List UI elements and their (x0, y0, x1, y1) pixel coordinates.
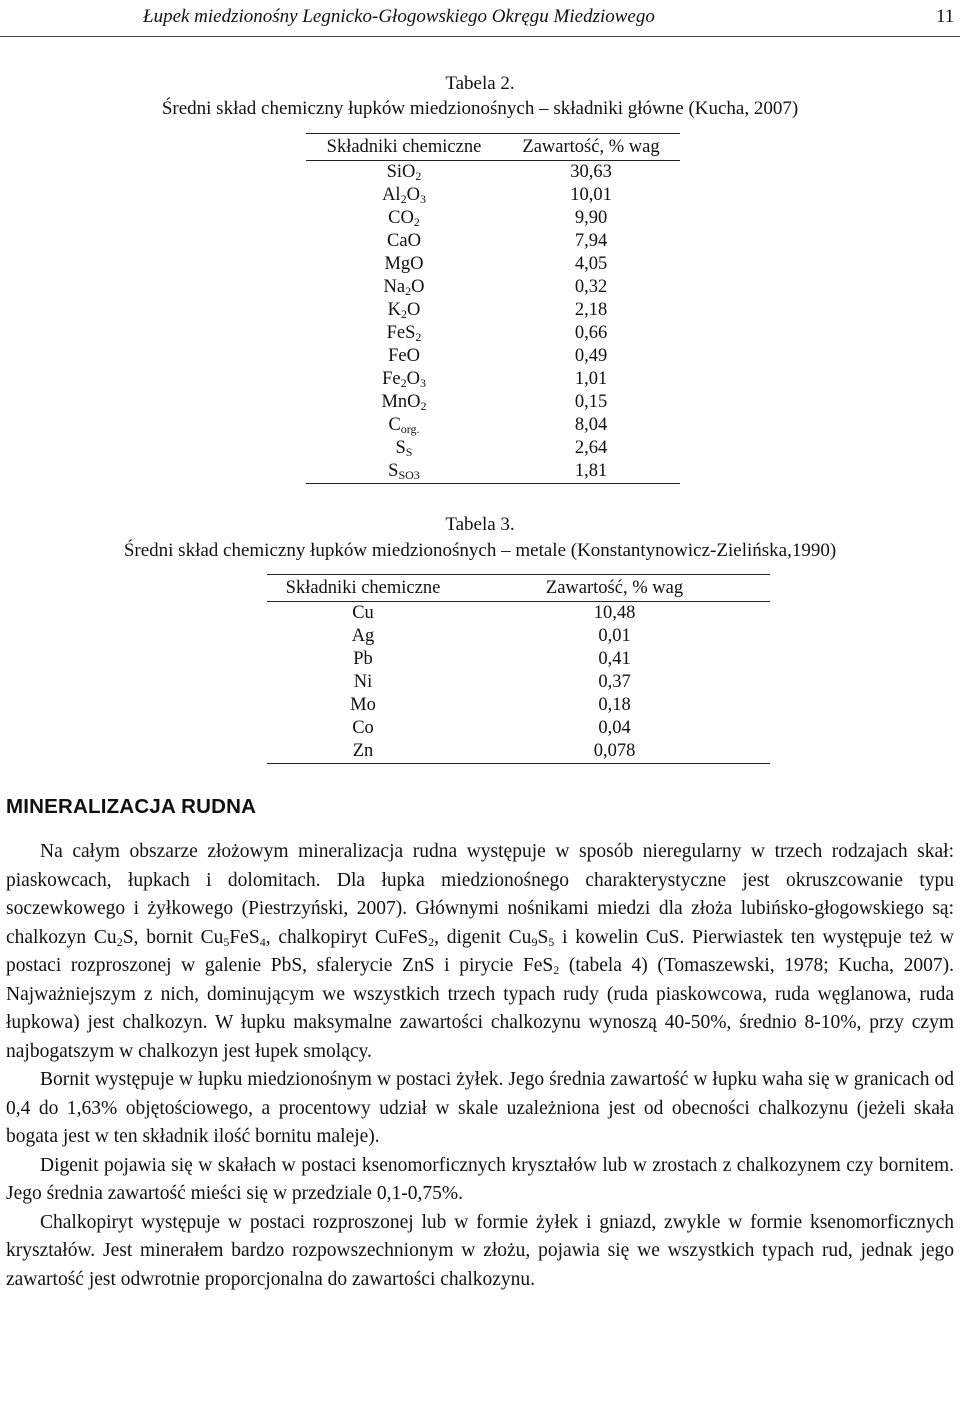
text-run: , digenit Cu (434, 926, 532, 948)
table3-component-cell: Cu (352, 603, 374, 623)
text-subscript: 9 (531, 934, 538, 949)
table-row (267, 602, 770, 626)
table-row (306, 299, 680, 322)
formula-base: Na (383, 277, 406, 297)
table3-col-header-value: Zawartość, % wag (459, 575, 770, 602)
formula-subscript: 2 (401, 307, 407, 321)
section-heading: MINERALIZACJA RUDNA (6, 795, 257, 818)
table2-value-cell: 8,04 (574, 415, 608, 435)
formula-subscript: 2 (405, 284, 412, 298)
table3-value-cell: 0,04 (598, 718, 631, 738)
text-run: i kowelin CuS. Pierwiastek ten występuje też w postaci rozproszonej w galenie PbS, sfalerycie ZnS i pirycie FeS (6, 926, 954, 976)
table3-value-cell: 0,41 (598, 649, 631, 669)
table3-header-row (267, 575, 770, 602)
formula-base: CO (388, 208, 414, 228)
paragraph (6, 1209, 954, 1295)
table2-component-cell (306, 299, 502, 322)
paragraph (6, 1066, 954, 1152)
table2-value-cell: 0,66 (574, 323, 608, 343)
table2-col-header-component: Składniki chemiczne (306, 134, 502, 161)
table-row (306, 230, 680, 253)
formula-subscript: 2 (415, 330, 422, 344)
formula-subscript: 2 (420, 399, 427, 413)
paragraph (6, 838, 954, 1066)
table2-component-cell (306, 391, 502, 414)
formula-base: O (411, 277, 425, 297)
formula-base: O (407, 300, 421, 320)
formula-subscript: SO3 (398, 468, 420, 482)
table2-component-cell (306, 414, 502, 437)
table-row (306, 414, 680, 437)
text-subscript: 2 (553, 963, 560, 977)
table-row (306, 345, 680, 368)
table-row (306, 368, 680, 391)
table3-col-header-component: Składniki chemiczne (267, 575, 459, 602)
text-run: , chalkopiryt CuFeS (265, 926, 429, 948)
formula-base: S (395, 438, 406, 458)
formula-subscript: 2 (400, 192, 407, 206)
table-row (267, 648, 770, 671)
section-body (6, 838, 954, 1294)
table3-component-cell: Zn (352, 741, 374, 761)
table3-value-cell: 0,37 (598, 672, 631, 692)
table2-value-cell: 7,94 (574, 231, 608, 251)
formula-base: MnO (381, 392, 421, 412)
table3-body (267, 602, 770, 764)
text-subscript: 5 (548, 934, 555, 949)
table-row (306, 460, 680, 484)
table-row (306, 184, 680, 207)
table2-caption: Średni skład chemiczny łupków miedzionośnych – składniki główne (Kucha, 2007) (161, 98, 799, 119)
table3-component-cell: Pb (353, 649, 373, 669)
table2-value-cell: 4,05 (574, 254, 608, 274)
table3 (267, 574, 770, 764)
table-row (267, 694, 770, 717)
formula-base: Fe (382, 369, 401, 389)
text-run: Bornit występuje w łupku miedzionośnym w postaci żyłek. Jego średnia zawartość w łupku waha się w granicach od 0,4 do 1,63% objętościowego, a procentowy udział w skale uzależniona jest od obecności chalkozynu (jeżeli skała bogata jest w ten składnik ilość bornitu maleje). (6, 1069, 954, 1147)
table2-value-cell: 0,49 (574, 346, 608, 366)
table2-component-cell (306, 207, 502, 230)
formula-base: MgO (384, 254, 424, 274)
page-number: 11 (936, 6, 955, 27)
table2-component-cell (306, 345, 502, 368)
table2-body (306, 161, 680, 484)
table2-value-cell: 1,01 (574, 369, 608, 389)
table2-value-cell: 1,81 (574, 461, 608, 481)
text-subscript: 2 (116, 934, 123, 949)
formula-base: FeO (388, 346, 420, 366)
text-run: Na całym obszarze złożowym mineralizacja rudna występuje w sposób nieregularny w trzech rodzajach skał: piaskowcach, łupkach i dolomitach. Dla łupka miedzionośnego charakterystyczne jest okruszcowanie typu soczewkowego i żyłkowego (Piestrzyński, 2007). Głównymi nośnikami miedzi dla złoża lubińsko-głogowskiego są: chalkozyn Cu (6, 841, 954, 948)
text-subscript: 5 (223, 934, 230, 949)
table2-value-cell: 2,18 (574, 300, 608, 320)
text-subscript: 4 (259, 934, 266, 949)
text-run: (tabela 4) (Tomaszewski, 1978; Kucha, 2007). Najważniejszym z nich, dominującym we wszystkich trzech typach rudy (ruda piaskowcowa, ruda węglanowa, ruda łupkowa) jest chalkozyn. W łupku maksymalne zawartości chalkozynu wynoszą 40-50%, średnio 8-10%, przy czym najbogatszym w chalkozyn jest łupek smolący. (6, 955, 954, 1062)
running-header (0, 6, 960, 37)
table3-caption: Średni skład chemiczny łupków miedzionośnych – metale (Konstantynowicz-Zielińska,1990) (123, 540, 837, 561)
formula-subscript: 3 (419, 192, 426, 206)
paragraph (6, 1152, 954, 1209)
table2-component-cell (306, 276, 502, 299)
formula-subscript: S (405, 445, 413, 459)
table3-value-cell: 0,078 (593, 741, 636, 761)
table3-component-cell: Ni (353, 672, 373, 692)
table2-value-cell: 10,01 (570, 185, 612, 205)
running-header-title: Łupek miedzionośny Legnicko-Głogowskiego Okręgu Miedziowego (143, 6, 655, 27)
table3-value-cell: 10,48 (593, 603, 636, 623)
formula-subscript: 2 (413, 215, 420, 229)
table2-component-cell (306, 322, 502, 345)
table2-component-cell (306, 253, 502, 276)
table-row (267, 671, 770, 694)
table3-component-cell: Ag (351, 626, 375, 646)
table2-component-cell (306, 460, 502, 484)
text-run: Chalkopiryt występuje w postaci rozproszonej lub w formie żyłek i gniazd, zwykle w formie ksenomorficznych kryształów. Jest minerałem bardzo rozpowszechnionym w złożu, pojawia się we wszystkich typach rud, jednak jego zawartość jest odwrotnie proporcjonalna do zawartości chalkozynu. (6, 1211, 954, 1290)
formula-subscript: 2 (415, 169, 422, 183)
table2-value-cell: 2,64 (574, 438, 608, 458)
table3-component-cell: Mo (350, 695, 376, 715)
formula-subscript: 3 (419, 376, 426, 390)
text-run: S, bornit Cu (122, 926, 224, 948)
table3-value-cell: 0,18 (598, 695, 631, 715)
table2-component-cell (306, 184, 502, 207)
formula-base: SiO (386, 162, 416, 182)
table2-label: Tabela 2. (445, 73, 515, 94)
table2-component-cell (306, 161, 502, 185)
table-row (267, 625, 770, 648)
formula-base: O (406, 369, 420, 389)
formula-base: O (406, 185, 420, 205)
text-run: Digenit pojawia się w skałach w postaci ksenomorficznych kryształów lub w zrostach z chalkozynem czy bornitem. Jego średnia zawartość mieści się w przedziale 0,1-0,75%. (6, 1154, 954, 1204)
text-run: S (537, 926, 549, 948)
formula-base: FeS (386, 323, 416, 343)
formula-base: S (388, 461, 399, 481)
table-row (306, 161, 680, 185)
table2-value-cell: 9,90 (574, 208, 608, 228)
table2-value-cell: 30,63 (570, 162, 612, 182)
table2-value-cell: 0,15 (574, 392, 608, 412)
table-row (306, 276, 680, 299)
table2-component-cell (306, 368, 502, 391)
table-row (267, 740, 770, 764)
formula-base: CaO (387, 231, 421, 251)
table2-component-cell (306, 437, 502, 460)
table3-component-cell: Co (352, 718, 374, 738)
table-row (306, 253, 680, 276)
table2-component-cell (306, 230, 502, 253)
formula-subscript: org. (400, 422, 420, 436)
table-row (306, 437, 680, 460)
table2-col-header-value: Zawartość, % wag (502, 134, 680, 161)
text-run: FeS (229, 926, 260, 948)
formula-base: K (387, 300, 401, 320)
table3-value-cell: 0,01 (598, 626, 631, 646)
table-row (306, 322, 680, 345)
formula-base: Al (382, 185, 401, 205)
table-row (267, 717, 770, 740)
table2-header-row (306, 134, 680, 161)
text-subscript: 2 (428, 934, 435, 949)
formula-subscript: 2 (400, 376, 407, 390)
table-row (306, 207, 680, 230)
table2-value-cell: 0,32 (574, 277, 608, 297)
table2 (306, 133, 680, 484)
table3-label: Tabela 3. (445, 514, 515, 535)
table-row (306, 391, 680, 414)
formula-base: C (388, 415, 401, 435)
